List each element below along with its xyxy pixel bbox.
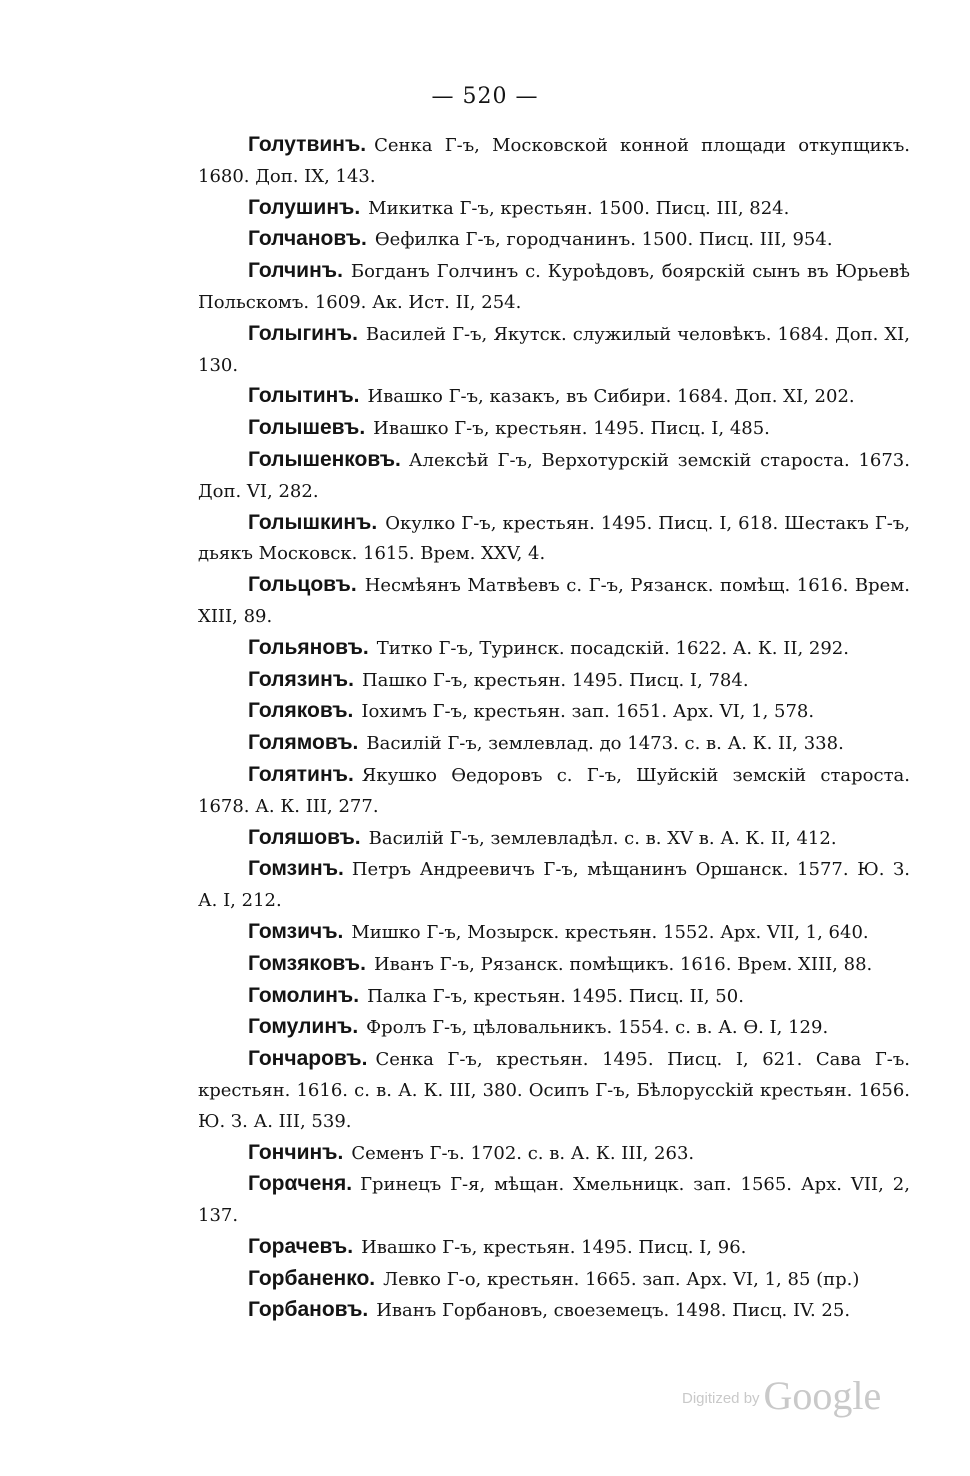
entry-text: Василей Г-ъ, Якутск. служилый человѣкъ. 1684. Доп. XI, 130.	[198, 323, 910, 376]
entry-headword: Голятинъ.	[248, 762, 354, 786]
watermark-small-text: Digitized by	[682, 1390, 760, 1407]
entry-text: Фролъ Г-ъ, цѣловальникъ. 1554. с. в. А. Ѳ. I, 129.	[366, 1017, 829, 1039]
dictionary-entry	[198, 508, 910, 571]
entry-text: Якушко Ѳедоровъ с. Г-ъ, Шуйскій земскій староста. 1678. А. К. III, 277.	[198, 764, 910, 817]
entry-headword: Гомулинъ.	[248, 1015, 359, 1039]
entry-text: Иванъ Горбановъ, своеземецъ. 1498. Писц. IV. 25.	[376, 1300, 851, 1322]
dictionary-entry	[198, 445, 910, 508]
entry-text: Василій Г-ъ, землевладѣл. с. в. XV в. А. К. II, 412.	[368, 827, 837, 849]
entry-headword: Горбаненко.	[248, 1266, 376, 1290]
entry-headword: Голяшовъ.	[248, 825, 361, 849]
entry-headword: Гольцовъ.	[248, 573, 357, 597]
entry-headword: Гомзинъ.	[248, 857, 344, 881]
dictionary-entry	[198, 854, 910, 917]
dictionary-entry	[198, 130, 910, 193]
entry-headword: Голыгинъ.	[248, 321, 358, 345]
entry-text: Богданъ Голчинъ с. Куроѣдовъ, боярскій сынъ въ Юрьевѣ Польскомъ. 1609. Ак. Ист. II, 254.	[198, 261, 910, 313]
entry-headword: Голчановъ.	[248, 227, 367, 251]
entry-headword: Голязинъ.	[248, 667, 354, 691]
entry-headword: Голямовъ.	[248, 731, 359, 755]
entry-text: Ѳефилка Г-ъ, городчанинъ. 1500. Писц. III, 954.	[374, 229, 833, 251]
entry-headword: Гомзяковъ.	[248, 951, 366, 975]
entry-list	[198, 130, 910, 1327]
entry-text: Микитка Г-ъ, крестьян. 1500. Писц. III, 824.	[368, 197, 790, 219]
entry-text: Алексѣй Г-ъ, Верхотурскій земскій староста. 1673. Доп. VI, 282.	[198, 449, 910, 502]
dictionary-entry	[198, 1232, 910, 1264]
entry-headword: Гончинъ.	[248, 1140, 344, 1164]
entry-text: Окулко Г-ъ, крестьян. 1495. Писц. I, 618. Шестакъ Г-ъ, дьякъ Московск. 1615. Врем. XXV, 4.	[198, 512, 910, 565]
entry-text: Ивашко Г-ъ, казакъ, въ Сибири. 1684. Доп. XI, 202.	[367, 386, 855, 408]
dictionary-entry	[198, 917, 910, 949]
entry-text: Мишко Г-ъ, Мозырск. крестьян. 1552. Арх. VII, 1, 640.	[351, 921, 869, 943]
entry-text: Палка Г-ъ, крестьян. 1495. Писц. II, 50.	[367, 985, 744, 1007]
entry-text: Гринецъ Г-я, мѣщан. Хмельницк. зап. 1565. Арх. VII, 2, 137.	[198, 1174, 910, 1227]
dictionary-entry	[198, 1264, 910, 1296]
dictionary-entry	[198, 413, 910, 445]
dictionary-entry	[198, 823, 910, 855]
entry-text: Сенка Г-ъ, Московской конной площади откупщикъ. 1680. Доп. IX, 143.	[198, 135, 910, 187]
dictionary-entry	[198, 696, 910, 728]
entry-headword: Горбановъ.	[248, 1298, 369, 1322]
entry-headword: Голышкинъ.	[248, 510, 378, 534]
entry-text: Сенка Г-ъ, крестьян. 1495. Писц. I, 621. Сава Г-ъ. крестьян. 1616. с. в. А. К. III, 380. Осипъ Г-ъ, Бѣлоруссkій крестьян. 1656. Ю. З. А. III, 539.	[198, 1049, 910, 1132]
entry-text: Титко Г-ъ, Туринск. посадскій. 1622. А. К. II, 292.	[376, 637, 849, 659]
entry-text: Іохимъ Г-ъ, крестьян. зап. 1651. Арх. VI, 1, 578.	[361, 701, 815, 723]
entry-headword: Горαченя.	[248, 1172, 353, 1196]
dictionary-entry	[198, 256, 910, 319]
dictionary-entry	[198, 224, 910, 256]
entry-headword: Голяковъ.	[248, 699, 354, 723]
entry-text: Ивашко Г-ъ, крестьян. 1495. Писц. I, 96.	[361, 1236, 747, 1258]
entry-headword: Голчинъ.	[248, 259, 343, 283]
entry-headword: Голушинъ.	[248, 195, 361, 219]
dictionary-entry	[198, 728, 910, 760]
entry-headword: Голутвинъ.	[248, 133, 367, 156]
dictionary-entry	[198, 193, 910, 225]
dictionary-entry	[198, 981, 910, 1013]
dictionary-entry	[198, 1169, 910, 1232]
entry-headword: Гончаровъ.	[248, 1047, 368, 1071]
entry-headword: Голышевъ.	[248, 416, 366, 440]
entry-headword: Горачевъ.	[248, 1234, 354, 1258]
digitized-by-google-watermark	[682, 1372, 881, 1419]
dictionary-entry	[198, 381, 910, 413]
entry-headword: Голышенковъ.	[248, 447, 401, 471]
dictionary-entry	[198, 1295, 910, 1327]
entry-headword: Гомзичъ.	[248, 919, 344, 943]
entry-headword: Гольяновъ.	[248, 635, 369, 659]
entry-text: Несмѣянъ Матвѣевъ с. Г-ъ, Рязанск. помѣщ. 1616. Врем. XIII, 89.	[198, 575, 910, 627]
entry-text: Левко Г-о, крестьян. 1665. зап. Арх. VI, 1, 85 (пр.)	[383, 1268, 860, 1290]
dictionary-entry	[198, 319, 910, 382]
entry-text: Ивашко Г-ъ, крестьян. 1495. Писц. I, 485.	[373, 418, 770, 440]
entry-text: Семенъ Г-ъ. 1702. с. в. А. К. III, 263.	[351, 1142, 695, 1164]
dictionary-entry	[198, 760, 910, 823]
dictionary-entry	[198, 1012, 910, 1044]
entry-text: Иванъ Г-ъ, Рязанск. помѣщикъ. 1616. Врем. XIII, 88.	[373, 953, 873, 975]
dictionary-entry	[198, 570, 910, 633]
page-number: — 520 —	[431, 84, 539, 109]
dictionary-entry	[198, 1044, 910, 1137]
dictionary-entry	[198, 949, 910, 981]
entry-text: Петръ Андреевичъ Г-ъ, мѣщанинъ Оршанск. 1577. Ю. З. А. I, 212.	[198, 859, 910, 912]
entry-text: Пашко Г-ъ, крестьян. 1495. Писц. I, 784.	[361, 669, 749, 691]
entry-headword: Голытинъ.	[248, 384, 360, 408]
entry-text: Василій Г-ъ, землевлад. до 1473. с. в. А. К. II, 338.	[366, 733, 844, 755]
dictionary-entry	[198, 665, 910, 697]
entry-headword: Гомолинъ.	[248, 983, 360, 1007]
dictionary-entry	[198, 633, 910, 665]
dictionary-entry	[198, 1138, 910, 1170]
watermark-logo-text: Google	[763, 1373, 882, 1418]
